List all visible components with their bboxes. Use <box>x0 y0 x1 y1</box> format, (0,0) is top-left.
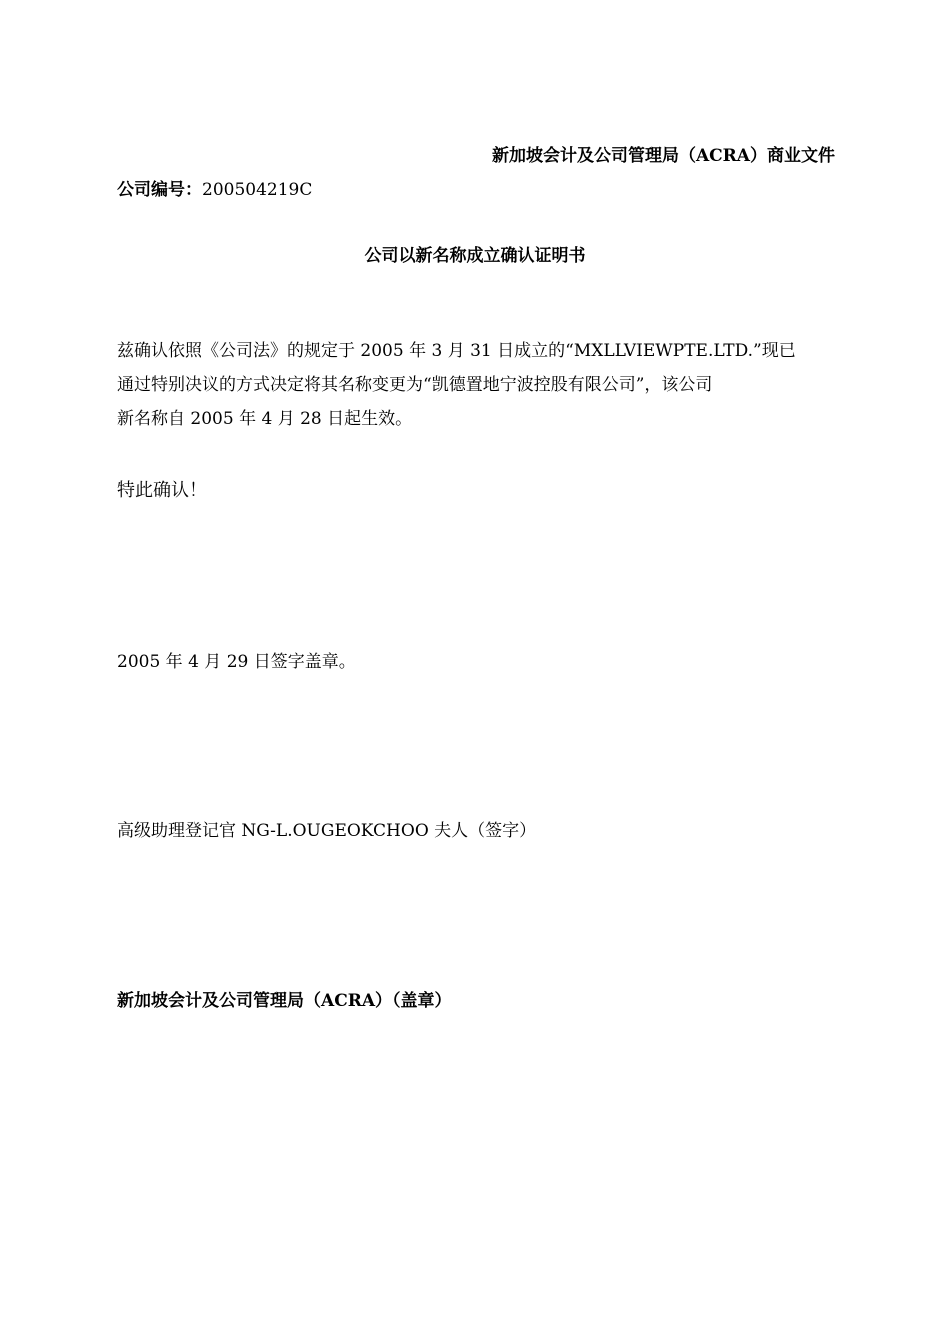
company-number <box>117 173 312 207</box>
confirmation-text: 特此确认！ <box>117 480 207 501</box>
certificate-body <box>117 334 835 436</box>
body-line: 通过特别决议的方式决定将其名称变更为“凯德置地宁波控股有限公司”，该公司 <box>117 375 713 395</box>
certificate-title: 公司以新名称成立确认证明书 <box>364 246 586 266</box>
header-agency: 新加坡会计及公司管理局（ACRA）商业文件 <box>491 146 835 166</box>
company-number-label: 公司编号： <box>117 180 202 200</box>
signed-date: 2005 年 4 月 29 日签字盖章。 <box>117 652 356 672</box>
officer-signature: 高级助理登记官 NG-L.OUGEOKCHOO 夫人（签字） <box>117 821 537 841</box>
agency-seal: 新加坡会计及公司管理局（ACRA）（盖章） <box>117 991 452 1011</box>
body-line: 兹确认依照《公司法》的规定于 2005 年 3 月 31 日成立的“MXLLVIEWPTE.LTD.”现已 <box>117 341 796 361</box>
company-number-value: 200504219C <box>202 180 313 200</box>
body-line: 新名称自 2005 年 4 月 28 日起生效。 <box>117 409 413 429</box>
